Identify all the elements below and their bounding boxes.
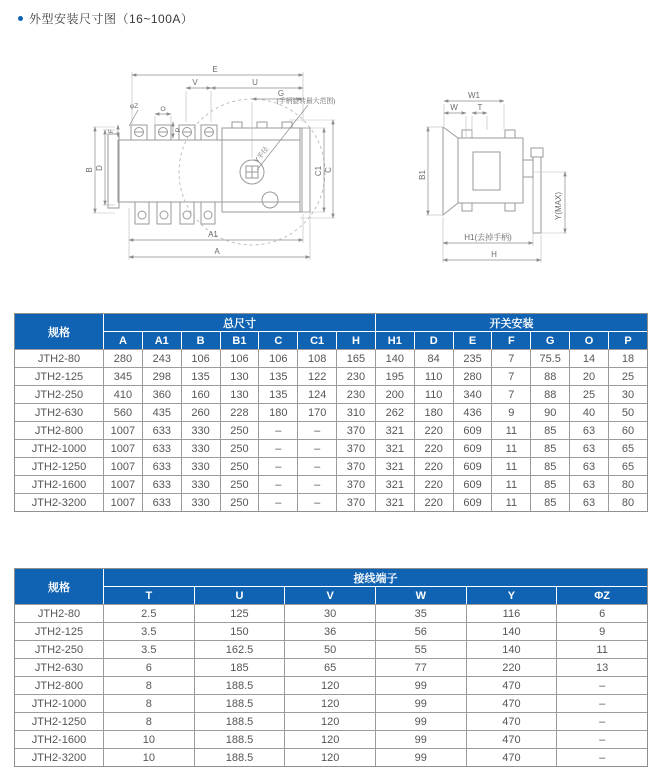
value-cell: 50 bbox=[284, 640, 375, 658]
value-cell: – bbox=[297, 457, 336, 475]
value-cell: 135 bbox=[258, 367, 297, 385]
value-cell: 280 bbox=[453, 367, 492, 385]
mounting-flange bbox=[443, 127, 458, 215]
table-row bbox=[15, 730, 647, 748]
dim-label-e: E bbox=[212, 65, 218, 74]
value-cell: 130 bbox=[220, 367, 259, 385]
left-flange bbox=[108, 134, 119, 208]
value-cell: 436 bbox=[453, 403, 492, 421]
value-cell: 340 bbox=[453, 385, 492, 403]
dim-label-a1: A1 bbox=[208, 230, 218, 239]
value-cell: 220 bbox=[414, 439, 453, 457]
value-cell: 35 bbox=[375, 604, 466, 622]
spec-header: 规格 bbox=[15, 569, 103, 604]
value-cell: 120 bbox=[284, 676, 375, 694]
value-cell: 321 bbox=[375, 493, 414, 511]
spec-header: 规格 bbox=[15, 314, 103, 349]
value-cell: 230 bbox=[336, 367, 375, 385]
value-cell: 85 bbox=[530, 421, 569, 439]
spec-cell: JTH2-1600 bbox=[15, 475, 103, 493]
value-cell: 250 bbox=[220, 493, 259, 511]
value-cell: 165 bbox=[336, 349, 375, 367]
col-header-cell: ΦZ bbox=[556, 587, 647, 604]
value-cell: 6 bbox=[103, 658, 194, 676]
col-header-cell: P bbox=[608, 332, 647, 349]
table-row bbox=[15, 493, 647, 511]
spec-cell: JTH2-630 bbox=[15, 403, 103, 421]
value-cell: 243 bbox=[142, 349, 181, 367]
spec-cell: JTH2-630 bbox=[15, 658, 103, 676]
dim-label-h: H bbox=[491, 250, 497, 259]
spec-cell: JTH2-800 bbox=[15, 421, 103, 439]
value-cell: 135 bbox=[181, 367, 220, 385]
value-cell: 345 bbox=[103, 367, 142, 385]
value-cell: 84 bbox=[414, 349, 453, 367]
value-cell: 106 bbox=[181, 349, 220, 367]
value-cell: 20 bbox=[569, 367, 608, 385]
col-header-cell: A1 bbox=[142, 332, 181, 349]
page-title bbox=[18, 10, 193, 27]
spec-cell: JTH2-1600 bbox=[15, 730, 103, 748]
body-window bbox=[473, 152, 500, 190]
value-cell: 65 bbox=[284, 658, 375, 676]
side-view-drawing bbox=[420, 80, 660, 270]
value-cell: 1007 bbox=[103, 493, 142, 511]
value-cell: 99 bbox=[375, 694, 466, 712]
value-cell: 410 bbox=[103, 385, 142, 403]
table-row bbox=[15, 694, 647, 712]
value-cell: – bbox=[556, 748, 647, 766]
value-cell: 60 bbox=[608, 421, 647, 439]
spec-cell: JTH2-80 bbox=[15, 349, 103, 367]
dim-label-p: P bbox=[175, 127, 182, 133]
value-cell: 1007 bbox=[103, 421, 142, 439]
value-cell: 370 bbox=[336, 493, 375, 511]
handle-shaft bbox=[523, 160, 533, 177]
col-header-cell: B1 bbox=[220, 332, 259, 349]
y-radius-label: Y半径 bbox=[253, 145, 271, 165]
dim-label-w1: W1 bbox=[468, 91, 480, 100]
value-cell: – bbox=[556, 676, 647, 694]
value-cell: 63 bbox=[569, 493, 608, 511]
value-cell: 298 bbox=[142, 367, 181, 385]
terminal-dimensions-table bbox=[14, 568, 648, 767]
value-cell: 609 bbox=[453, 439, 492, 457]
group-header-row bbox=[15, 569, 647, 587]
value-cell: 110 bbox=[414, 367, 453, 385]
value-cell: 330 bbox=[181, 457, 220, 475]
value-cell: 9 bbox=[556, 622, 647, 640]
dim-label-ymax: Y(MAX) bbox=[554, 192, 563, 220]
value-cell: 470 bbox=[466, 694, 557, 712]
value-cell: 40 bbox=[569, 403, 608, 421]
value-cell: 75.5 bbox=[530, 349, 569, 367]
spec-cell: JTH2-80 bbox=[15, 604, 103, 622]
value-cell: 185 bbox=[194, 658, 285, 676]
value-cell: 3.5 bbox=[103, 622, 194, 640]
table-row bbox=[15, 403, 647, 421]
table-row bbox=[15, 658, 647, 676]
value-cell: 220 bbox=[414, 457, 453, 475]
col-header-cell: Y bbox=[466, 587, 557, 604]
spec-cell: JTH2-1000 bbox=[15, 694, 103, 712]
group-header-terminals: 接线端子 bbox=[103, 569, 647, 587]
value-cell: 124 bbox=[297, 385, 336, 403]
value-cell: 65 bbox=[608, 457, 647, 475]
value-cell: 135 bbox=[258, 385, 297, 403]
value-cell: – bbox=[556, 694, 647, 712]
value-cell: 260 bbox=[181, 403, 220, 421]
value-cell: 7 bbox=[491, 367, 530, 385]
table-row bbox=[15, 385, 647, 403]
value-cell: 10 bbox=[103, 748, 194, 766]
panel-tabs bbox=[232, 122, 292, 128]
dim-label-u: U bbox=[252, 78, 258, 87]
col-header-cell: D bbox=[414, 332, 453, 349]
dim-label-f: F bbox=[108, 128, 115, 134]
bottom-terminals bbox=[135, 202, 215, 224]
col-header-cell: H1 bbox=[375, 332, 414, 349]
dim-label-c1: C1 bbox=[314, 165, 323, 177]
value-cell: – bbox=[258, 475, 297, 493]
value-cell: 195 bbox=[375, 367, 414, 385]
value-cell: 633 bbox=[142, 439, 181, 457]
col-header-cell: A bbox=[103, 332, 142, 349]
value-cell: – bbox=[258, 421, 297, 439]
table-row bbox=[15, 748, 647, 766]
dim-label-d: D bbox=[95, 165, 104, 171]
col-header-cell: C bbox=[258, 332, 297, 349]
spec-cell: JTH2-250 bbox=[15, 385, 103, 403]
value-cell: 280 bbox=[103, 349, 142, 367]
value-cell: 1007 bbox=[103, 439, 142, 457]
value-cell: 99 bbox=[375, 748, 466, 766]
value-cell: 228 bbox=[220, 403, 259, 421]
value-cell: 560 bbox=[103, 403, 142, 421]
dim-label-b: B bbox=[85, 167, 94, 173]
value-cell: 330 bbox=[181, 439, 220, 457]
col-header-cell: O bbox=[569, 332, 608, 349]
value-cell: 370 bbox=[336, 421, 375, 439]
value-cell: – bbox=[297, 493, 336, 511]
dim-label-b1: B1 bbox=[418, 170, 427, 180]
panel-hole bbox=[262, 192, 278, 208]
dim-label-g: G bbox=[277, 89, 285, 98]
value-cell: 18 bbox=[608, 349, 647, 367]
column-header-row bbox=[15, 332, 647, 349]
value-cell: 90 bbox=[530, 403, 569, 421]
table-row bbox=[15, 367, 647, 385]
value-cell: 330 bbox=[181, 475, 220, 493]
value-cell: 77 bbox=[375, 658, 466, 676]
page-title-text: 外型安装尺寸图（16~100A） bbox=[29, 12, 194, 26]
spec-cell: JTH2-1250 bbox=[15, 712, 103, 730]
value-cell: 10 bbox=[103, 730, 194, 748]
value-cell: 116 bbox=[466, 604, 557, 622]
value-cell: 30 bbox=[608, 385, 647, 403]
value-cell: 180 bbox=[414, 403, 453, 421]
overall-dimensions-table bbox=[14, 313, 648, 512]
value-cell: 160 bbox=[181, 385, 220, 403]
value-cell: 188.5 bbox=[194, 730, 285, 748]
table-row bbox=[15, 349, 647, 367]
value-cell: 609 bbox=[453, 475, 492, 493]
value-cell: 85 bbox=[530, 475, 569, 493]
value-cell: 470 bbox=[466, 712, 557, 730]
value-cell: 63 bbox=[569, 457, 608, 475]
value-cell: 11 bbox=[491, 457, 530, 475]
mounting-feet bbox=[462, 130, 515, 211]
value-cell: 80 bbox=[608, 475, 647, 493]
value-cell: 170 bbox=[297, 403, 336, 421]
value-cell: 470 bbox=[466, 748, 557, 766]
spec-cell: JTH2-1000 bbox=[15, 439, 103, 457]
spec-cell: JTH2-800 bbox=[15, 676, 103, 694]
col-header-cell: B bbox=[181, 332, 220, 349]
value-cell: 220 bbox=[466, 658, 557, 676]
value-cell: 220 bbox=[414, 475, 453, 493]
value-cell: 200 bbox=[375, 385, 414, 403]
value-cell: 55 bbox=[375, 640, 466, 658]
column-header-row bbox=[15, 587, 647, 604]
value-cell: 80 bbox=[608, 493, 647, 511]
handle-rotation-note: (手柄旋转最大范围) bbox=[276, 98, 336, 105]
value-cell: 188.5 bbox=[194, 748, 285, 766]
value-cell: 162.5 bbox=[194, 640, 285, 658]
table-row bbox=[15, 457, 647, 475]
spec-cell: JTH2-250 bbox=[15, 640, 103, 658]
value-cell: 25 bbox=[608, 367, 647, 385]
value-cell: 321 bbox=[375, 439, 414, 457]
handle-hub bbox=[531, 148, 543, 157]
value-cell: 50 bbox=[608, 403, 647, 421]
value-cell: 2.5 bbox=[103, 604, 194, 622]
table-row bbox=[15, 640, 647, 658]
value-cell: 120 bbox=[284, 730, 375, 748]
value-cell: 235 bbox=[453, 349, 492, 367]
value-cell: 13 bbox=[556, 658, 647, 676]
value-cell: 85 bbox=[530, 457, 569, 475]
col-header-cell: C1 bbox=[297, 332, 336, 349]
spec-cell: JTH2-3200 bbox=[15, 493, 103, 511]
value-cell: 1007 bbox=[103, 457, 142, 475]
value-cell: 321 bbox=[375, 421, 414, 439]
value-cell: 3.5 bbox=[103, 640, 194, 658]
group-header-row bbox=[15, 314, 647, 332]
value-cell: 106 bbox=[258, 349, 297, 367]
value-cell: 63 bbox=[569, 421, 608, 439]
value-cell: – bbox=[297, 421, 336, 439]
value-cell: 470 bbox=[466, 730, 557, 748]
value-cell: 8 bbox=[103, 676, 194, 694]
value-cell: – bbox=[297, 475, 336, 493]
value-cell: 220 bbox=[414, 493, 453, 511]
switch-body-side bbox=[458, 138, 523, 203]
spec-cell: JTH2-3200 bbox=[15, 748, 103, 766]
value-cell: – bbox=[556, 730, 647, 748]
value-cell: 609 bbox=[453, 457, 492, 475]
value-cell: 56 bbox=[375, 622, 466, 640]
spec-cell: JTH2-1250 bbox=[15, 457, 103, 475]
value-cell: 188.5 bbox=[194, 676, 285, 694]
value-cell: 11 bbox=[491, 493, 530, 511]
value-cell: 310 bbox=[336, 403, 375, 421]
value-cell: 633 bbox=[142, 493, 181, 511]
table-row bbox=[15, 676, 647, 694]
value-cell: 7 bbox=[491, 385, 530, 403]
table2-body bbox=[15, 604, 647, 766]
value-cell: 99 bbox=[375, 712, 466, 730]
value-cell: 470 bbox=[466, 676, 557, 694]
handle bbox=[240, 160, 264, 184]
value-cell: 8 bbox=[103, 712, 194, 730]
dim-label-c: C bbox=[324, 167, 333, 173]
value-cell: – bbox=[258, 493, 297, 511]
value-cell: 11 bbox=[556, 640, 647, 658]
value-cell: 7 bbox=[491, 349, 530, 367]
col-header-cell: H bbox=[336, 332, 375, 349]
dim-label-w: W bbox=[450, 103, 458, 112]
value-cell: 140 bbox=[466, 622, 557, 640]
table-row bbox=[15, 421, 647, 439]
value-cell: 88 bbox=[530, 385, 569, 403]
value-cell: 609 bbox=[453, 421, 492, 439]
value-cell: 321 bbox=[375, 475, 414, 493]
value-cell: 370 bbox=[336, 475, 375, 493]
value-cell: 36 bbox=[284, 622, 375, 640]
top-terminals bbox=[131, 125, 217, 140]
value-cell: 9 bbox=[491, 403, 530, 421]
value-cell: 110 bbox=[414, 385, 453, 403]
value-cell: 250 bbox=[220, 439, 259, 457]
table-row bbox=[15, 475, 647, 493]
value-cell: 11 bbox=[491, 421, 530, 439]
value-cell: 633 bbox=[142, 421, 181, 439]
value-cell: 262 bbox=[375, 403, 414, 421]
col-header-cell: T bbox=[103, 587, 194, 604]
value-cell: 633 bbox=[142, 475, 181, 493]
table2-header bbox=[15, 569, 647, 604]
value-cell: 85 bbox=[530, 493, 569, 511]
value-cell: 125 bbox=[194, 604, 285, 622]
col-header-cell: F bbox=[491, 332, 530, 349]
value-cell: – bbox=[258, 457, 297, 475]
value-cell: – bbox=[556, 712, 647, 730]
value-cell: 1007 bbox=[103, 475, 142, 493]
front-view-drawing bbox=[85, 58, 347, 276]
value-cell: 99 bbox=[375, 730, 466, 748]
dim-label-phiz: φZ bbox=[129, 103, 139, 110]
col-header-cell: G bbox=[530, 332, 569, 349]
value-cell: 370 bbox=[336, 439, 375, 457]
value-cell: 106 bbox=[220, 349, 259, 367]
value-cell: 30 bbox=[284, 604, 375, 622]
table-row bbox=[15, 604, 647, 622]
value-cell: 250 bbox=[220, 457, 259, 475]
value-cell: 140 bbox=[375, 349, 414, 367]
value-cell: 188.5 bbox=[194, 694, 285, 712]
table-row bbox=[15, 712, 647, 730]
value-cell: 11 bbox=[491, 475, 530, 493]
value-cell: 633 bbox=[142, 457, 181, 475]
value-cell: 63 bbox=[569, 475, 608, 493]
dim-label-h1: H1(去掉手柄) bbox=[464, 233, 512, 242]
value-cell: 250 bbox=[220, 475, 259, 493]
spec-cell: JTH2-125 bbox=[15, 367, 103, 385]
value-cell: 11 bbox=[491, 439, 530, 457]
handle-lever bbox=[533, 157, 541, 233]
col-header-cell: E bbox=[453, 332, 492, 349]
value-cell: 120 bbox=[284, 694, 375, 712]
value-cell: 370 bbox=[336, 457, 375, 475]
value-cell: 88 bbox=[530, 367, 569, 385]
bullet-icon bbox=[18, 16, 23, 21]
value-cell: 8 bbox=[103, 694, 194, 712]
table-row bbox=[15, 439, 647, 457]
value-cell: 150 bbox=[194, 622, 285, 640]
value-cell: 230 bbox=[336, 385, 375, 403]
value-cell: 63 bbox=[569, 439, 608, 457]
group-header-mounting: 开关安装 bbox=[375, 314, 647, 332]
table-row bbox=[15, 622, 647, 640]
value-cell: 14 bbox=[569, 349, 608, 367]
group-header-overall: 总尺寸 bbox=[103, 314, 375, 332]
dim-label-t: T bbox=[477, 103, 483, 112]
dim-label-a: A bbox=[214, 247, 220, 256]
table1-header bbox=[15, 314, 647, 349]
value-cell: 130 bbox=[220, 385, 259, 403]
value-cell: 321 bbox=[375, 457, 414, 475]
value-cell: 122 bbox=[297, 367, 336, 385]
dim-label-v: V bbox=[192, 78, 198, 87]
col-header-cell: W bbox=[375, 587, 466, 604]
value-cell: 120 bbox=[284, 712, 375, 730]
value-cell: 609 bbox=[453, 493, 492, 511]
value-cell: 140 bbox=[466, 640, 557, 658]
value-cell: 85 bbox=[530, 439, 569, 457]
value-cell: 99 bbox=[375, 676, 466, 694]
value-cell: 120 bbox=[284, 748, 375, 766]
value-cell: 6 bbox=[556, 604, 647, 622]
value-cell: 108 bbox=[297, 349, 336, 367]
value-cell: – bbox=[258, 439, 297, 457]
value-cell: – bbox=[297, 439, 336, 457]
table1-body bbox=[15, 349, 647, 511]
value-cell: 435 bbox=[142, 403, 181, 421]
col-header-cell: U bbox=[194, 587, 285, 604]
value-cell: 330 bbox=[181, 421, 220, 439]
value-cell: 330 bbox=[181, 493, 220, 511]
value-cell: 250 bbox=[220, 421, 259, 439]
value-cell: 188.5 bbox=[194, 712, 285, 730]
value-cell: 220 bbox=[414, 421, 453, 439]
col-header-cell: V bbox=[284, 587, 375, 604]
value-cell: 360 bbox=[142, 385, 181, 403]
value-cell: 25 bbox=[569, 385, 608, 403]
dim-label-o: O bbox=[160, 106, 166, 113]
value-cell: 65 bbox=[608, 439, 647, 457]
spec-cell: JTH2-125 bbox=[15, 622, 103, 640]
value-cell: 180 bbox=[258, 403, 297, 421]
